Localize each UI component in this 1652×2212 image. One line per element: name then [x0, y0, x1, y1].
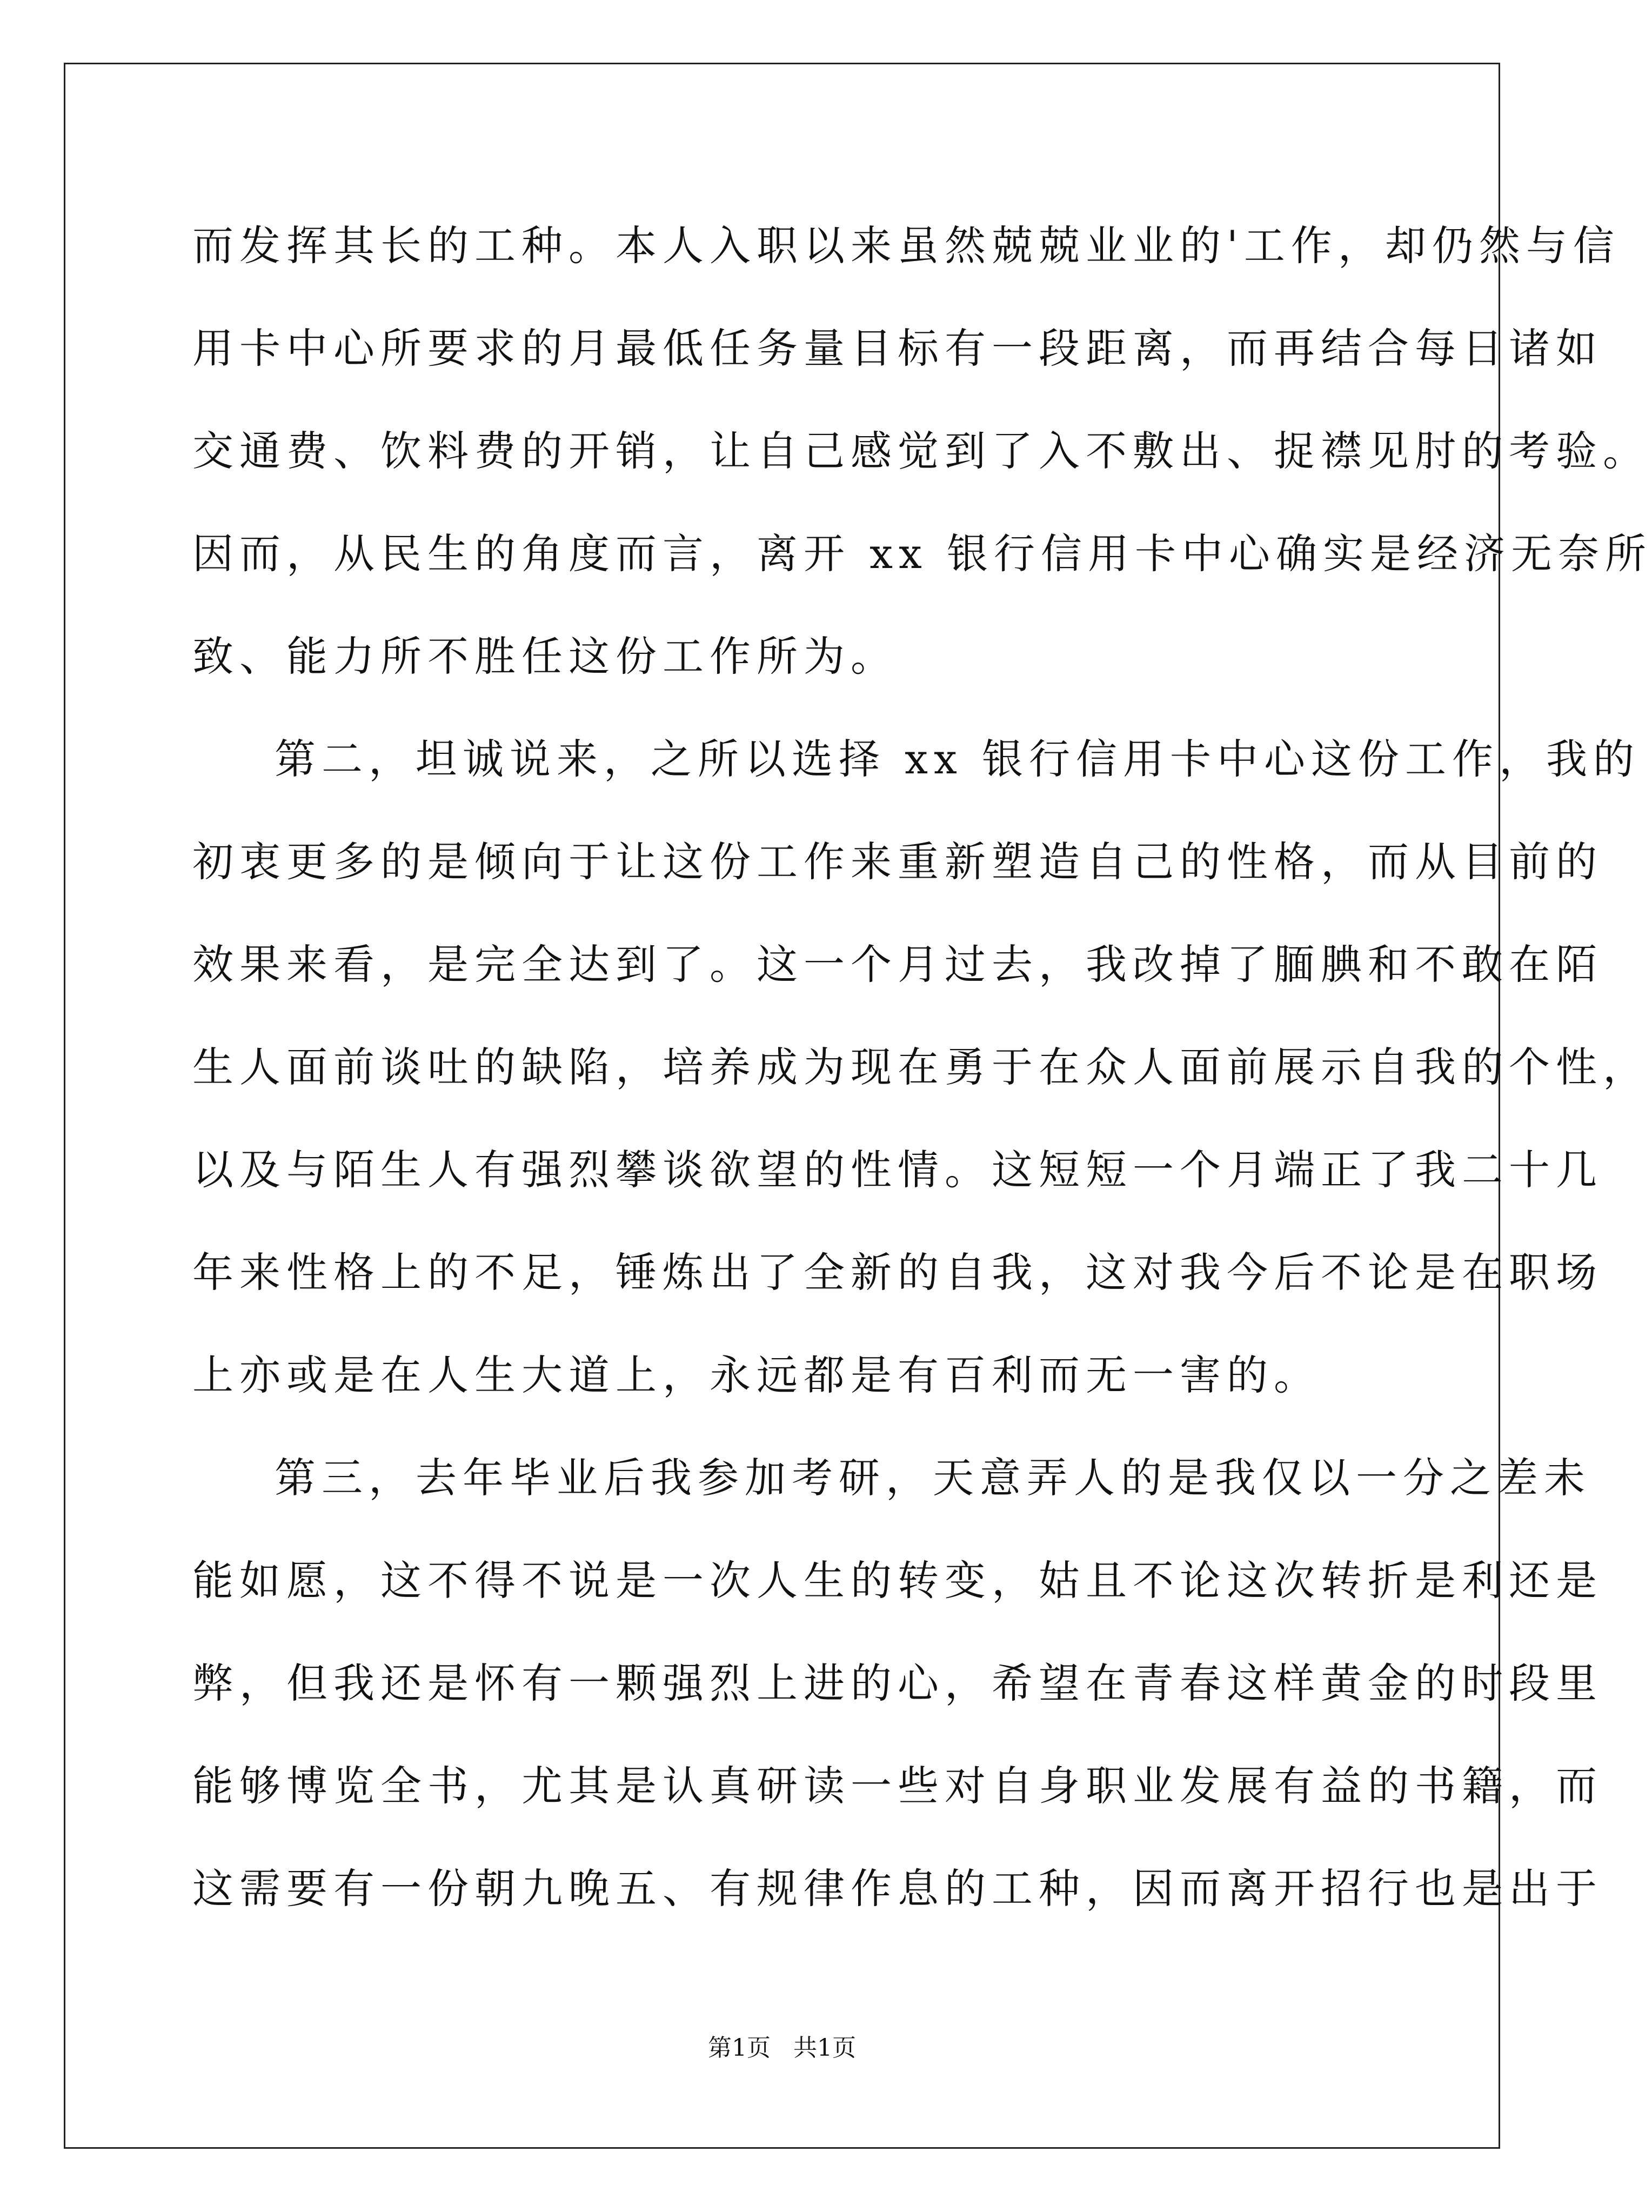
text-line: 上亦或是在人生大道上，永远都是有百利而无一害的。 [192, 1351, 1321, 1399]
text-line: 年来性格上的不足，锤炼出了全新的自我，这对我今后不论是在职场 [192, 1248, 1603, 1297]
text-line: 弊，但我还是怀有一颗强烈上进的心，希望在青春这样黄金的时段里 [192, 1659, 1603, 1707]
page-number: 第1页 [708, 2034, 771, 2062]
text-line: 而发挥其长的工种。本人入职以来虽然兢兢业业的'工作，却仍然与信 [192, 222, 1620, 270]
text-line: 能如愿，这不得不说是一次人生的转变，姑且不论这次转折是利还是 [192, 1556, 1603, 1605]
text-line: 生人面前谈吐的缺陷，培养成为现在勇于在众人面前展示自我的个性， [192, 1043, 1650, 1091]
page-footer [0, 2032, 1564, 2064]
text-line: 以及与陌生人有强烈攀谈欲望的性情。这短短一个月端正了我二十几 [192, 1146, 1603, 1194]
document-body [192, 195, 1652, 1940]
paragraph-start-line: 第二，坦诚说来，之所以选择 xx 银行信用卡中心这份工作，我的 [275, 735, 1641, 783]
text-line: 用卡中心所要求的月最低任务量目标有一段距离，而再结合每日诸如 [192, 324, 1603, 372]
text-line: 初衷更多的是倾向于让这份工作来重新塑造自己的性格，而从目前的 [192, 838, 1603, 886]
text-line: 这需要有一份朝九晚五、有规律作息的工种，因而离开招行也是出于 [192, 1865, 1603, 1913]
text-line: 效果来看，是完全达到了。这一个月过去，我改掉了腼腆和不敢在陌 [192, 940, 1603, 988]
page-total: 共1页 [793, 2034, 856, 2062]
text-line: 致、能力所不胜任这份工作所为。 [192, 632, 898, 680]
text-line: 交通费、饮料费的开销，让自己感觉到了入不敷出、捉襟见肘的考验。 [192, 427, 1650, 475]
text-line: 能够博览全书，尤其是认真研读一些对自身职业发展有益的书籍，而 [192, 1762, 1603, 1810]
text-line: 因而，从民生的角度而言，离开 xx 银行信用卡中心确实是经济无奈所 [192, 530, 1652, 578]
paragraph-start-line: 第三，去年毕业后我参加考研，天意弄人的是我仅以一分之差未 [275, 1454, 1591, 1502]
